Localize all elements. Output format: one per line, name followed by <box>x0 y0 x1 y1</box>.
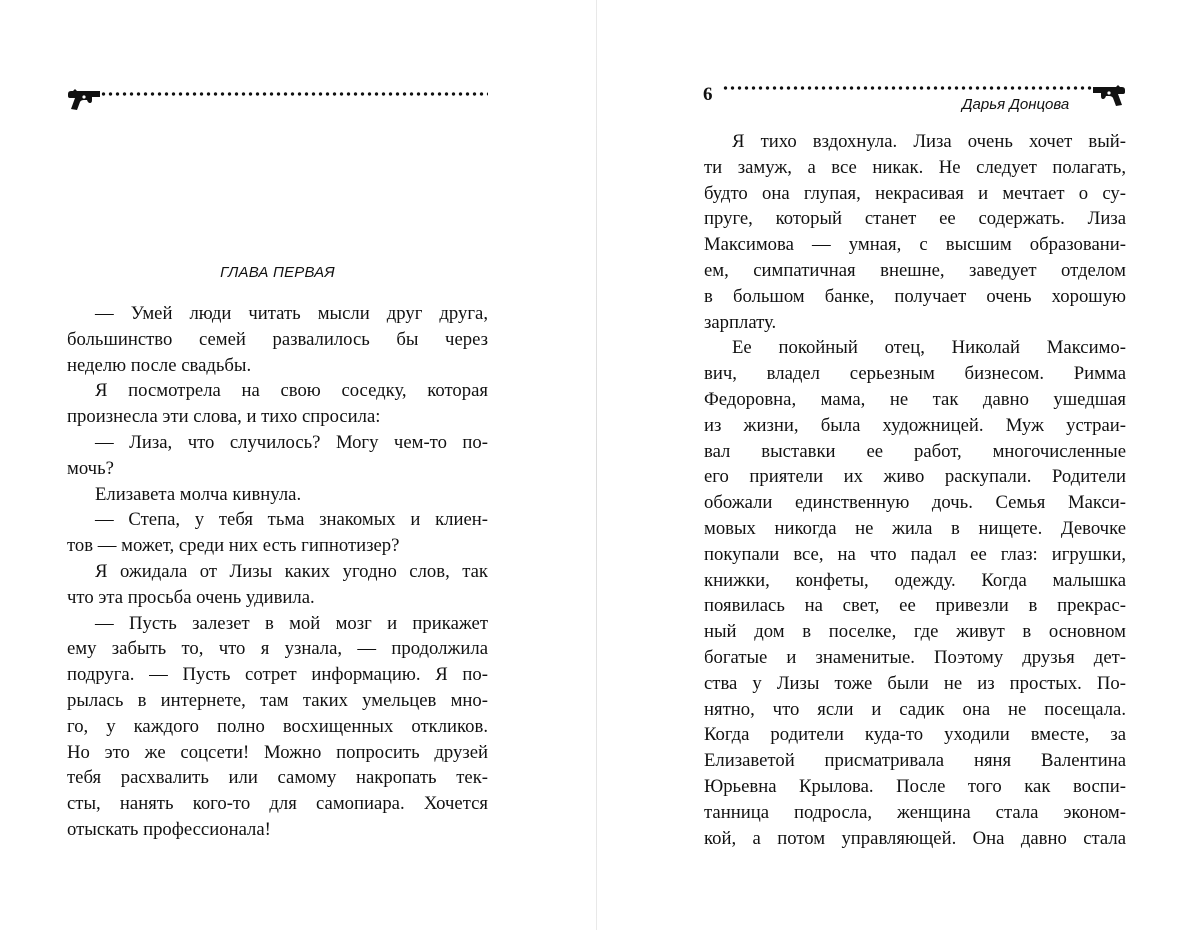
chapter-title: ГЛАВА ПЕРВАЯ <box>220 264 335 281</box>
text-line: Но это же соцсети! Можно попросить друзей <box>67 741 488 763</box>
text-line: мочь? <box>67 457 114 479</box>
text-line: ства у Лизы тоже были не из простых. По- <box>704 672 1126 694</box>
text-line: ему забыть то, что я узнала, — продолжила <box>67 638 488 660</box>
header-dotted-rule <box>100 92 488 96</box>
text-line: покупали все, на что падал ее глаз: игрушки, <box>704 543 1126 565</box>
text-line: из жизни, была художницей. Муж устраи- <box>704 414 1126 436</box>
text-line: — Умей люди читать мысли друг друга, <box>95 303 488 324</box>
revolver-icon <box>65 88 101 112</box>
text-line: отыскать профессионала! <box>67 818 271 840</box>
text-line: танница подросла, женщина стала эконом- <box>704 801 1126 823</box>
text-line: вал выставки ее работ, многочисленные <box>704 440 1126 462</box>
text-line: зарплату. <box>704 311 777 333</box>
right-page-text <box>704 129 1126 851</box>
text-line: Елизаветой присматривала няня Валентина <box>704 750 1126 772</box>
text-line: подруга. — Пусть сотрет информацию. Я по- <box>67 664 488 686</box>
text-line: обожали единственную дочь. Семья Макси- <box>704 492 1126 514</box>
text-line: произнесла эти слова, и тихо спросила: <box>67 406 381 428</box>
text-line: ем, симпатичная внешне, заведует отделом <box>704 259 1126 281</box>
header-dotted-rule <box>722 86 1094 90</box>
text-line: нятно, что ясли и садик она не посещала. <box>704 698 1126 720</box>
revolver-icon <box>1092 84 1128 108</box>
text-line: вич, владел серьезным бизнесом. Римма <box>704 363 1126 385</box>
page-number: 6 <box>703 84 713 105</box>
text-line: тебя расхвалить или самому накропать тек- <box>67 767 488 789</box>
text-line: Я ожидала от Лизы каких угодно слов, так <box>95 560 488 582</box>
text-line: го, у каждого полно восхищенных откликов. <box>67 715 488 737</box>
text-line: — Степа, у тебя тьма знакомых и клиен- <box>95 509 488 531</box>
text-line: пруге, который станет ее содержать. Лиза <box>704 208 1126 230</box>
text-line: появилась на свет, ее привезли в прекрас- <box>704 595 1126 617</box>
text-line: Когда родители куда-то уходили вместе, за <box>704 724 1126 746</box>
text-line: ный дом в поселке, где живут в основном <box>704 621 1126 643</box>
text-line: Я посмотрела на свою соседку, которая <box>95 380 488 402</box>
left-page-text <box>67 301 488 843</box>
text-line: в большом банке, получает очень хорошую <box>704 285 1126 307</box>
text-line: неделю после свадьбы. <box>67 354 252 376</box>
text-line: Юрьевна Крылова. После того как воспи- <box>704 775 1126 797</box>
text-line: мовых никогда не жила в нищете. Девочке <box>704 517 1126 539</box>
text-line: Федоровна, мама, не так давно ушедшая <box>704 388 1126 410</box>
text-line: ти замуж, а все никак. Не следует полагать, <box>704 156 1126 178</box>
text-line: будто она глупая, некрасивая и мечтает о су- <box>704 182 1126 204</box>
text-line: Я тихо вздохнула. Лиза очень хочет вый- <box>732 131 1126 152</box>
text-line: Максимова — умная, с высшим образовани- <box>704 234 1126 256</box>
text-line: Ее покойный отец, Николай Максимо- <box>732 337 1126 359</box>
text-line: книжки, конфеты, одежду. Когда малышка <box>704 569 1126 591</box>
text-line: сты, нанять кого-то для самопиара. Хочется <box>67 793 488 815</box>
text-line: рылась в интернете, там таких умельцев мно- <box>67 689 488 711</box>
text-line: Елизавета молча кивнула. <box>95 483 302 505</box>
text-line: тов — может, среди них есть гипнотизер? <box>67 535 400 557</box>
text-line: большинство семей развалилось бы через <box>67 328 488 350</box>
text-line: его приятели их живо раскупали. Родители <box>704 466 1126 488</box>
text-line: что эта просьба очень удивила. <box>67 586 315 608</box>
text-line: — Лиза, что случилось? Могу чем-то по- <box>95 431 488 453</box>
running-head-author: Дарья Донцова <box>962 96 1070 113</box>
text-line: кой, а потом управляющей. Она давно стала <box>704 827 1126 849</box>
text-line: — Пусть залезет в мой мозг и прикажет <box>95 612 488 634</box>
text-line: богатые и знаменитые. Поэтому друзья дет- <box>704 646 1126 668</box>
